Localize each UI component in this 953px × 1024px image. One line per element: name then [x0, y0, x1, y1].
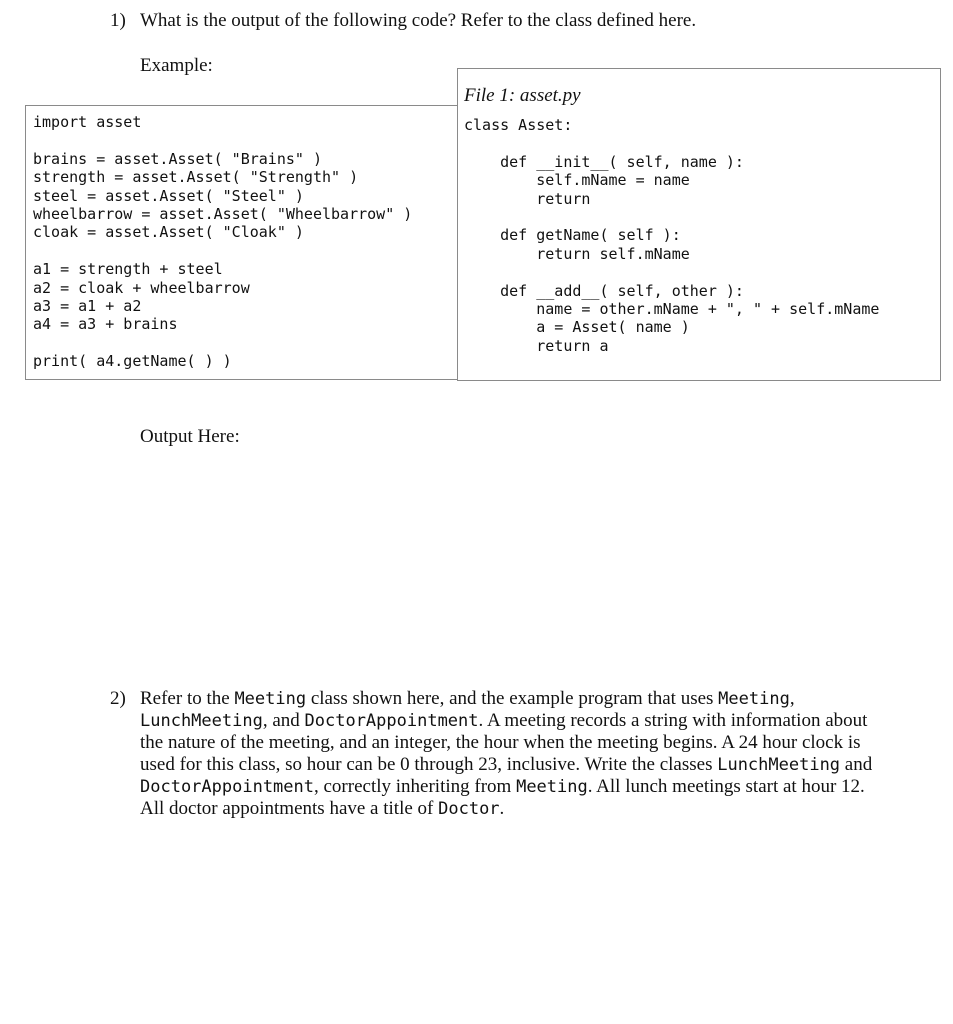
code-line: name = other.mName + ", " + self.mName	[464, 299, 880, 318]
q2-code: Meeting	[516, 777, 588, 797]
file-title: File 1: asset.py	[464, 85, 581, 106]
code-line	[464, 208, 879, 226]
code-line	[33, 131, 412, 149]
q2-code: DoctorAppointment	[304, 711, 479, 731]
code-line: return a	[464, 336, 609, 355]
question-2-text	[140, 688, 880, 820]
code-line: a2 = cloak + wheelbarrow	[33, 278, 250, 297]
code-line: def __add__( self, other ):	[464, 281, 744, 300]
q2-text: . A meeting records a string with information about the nature of the meeting, and an integer, the hour when the meeting begins. A 24 hour clock is used for this class, so hour can be 0 through 23, inclusive. Write the classes	[140, 710, 868, 775]
code-line: def getName( self ):	[464, 226, 681, 245]
question-2-number: 2)	[110, 688, 126, 709]
code-line: strength = asset.Asset( "Strength" )	[33, 168, 359, 187]
q2-code: DoctorAppointment	[140, 777, 314, 797]
question-1-text: What is the output of the following code? Refer to the class defined here.	[140, 10, 697, 31]
program-code	[33, 113, 412, 370]
example-label: Example:	[140, 55, 213, 76]
q2-code: LunchMeeting	[140, 711, 263, 731]
code-line: steel = asset.Asset( "Steel" )	[33, 186, 304, 205]
code-line: return	[464, 189, 591, 208]
code-line	[33, 334, 412, 352]
program-code-box	[25, 105, 458, 380]
q2-code: Meeting	[718, 689, 790, 709]
code-line	[464, 134, 879, 152]
code-line: import asset	[33, 113, 142, 131]
output-label: Output Here:	[140, 426, 240, 447]
code-line: self.mName = name	[464, 171, 690, 190]
q2-code: Meeting	[234, 689, 307, 709]
code-line: print( a4.getName( ) )	[33, 352, 232, 371]
code-line	[33, 242, 412, 260]
q2-text: class shown here, and the example program that uses	[306, 688, 719, 709]
q2-text: Refer to the	[140, 688, 235, 709]
code-line: brains = asset.Asset( "Brains" )	[33, 149, 322, 168]
code-line: a1 = strength + steel	[33, 260, 223, 279]
class-definition-box	[457, 68, 941, 381]
q2-text: , and	[262, 710, 305, 731]
q2-text: .	[499, 798, 505, 819]
code-line: wheelbarrow = asset.Asset( "Wheelbarrow" )	[33, 204, 413, 223]
code-line: class Asset:	[464, 116, 573, 134]
question-1-number: 1)	[110, 10, 126, 31]
class-code	[464, 116, 879, 355]
code-line	[464, 263, 879, 281]
code-line: a4 = a3 + brains	[33, 315, 178, 334]
code-line: def __init__( self, name ):	[464, 152, 744, 171]
code-line: return self.mName	[464, 244, 690, 263]
code-line: a3 = a1 + a2	[33, 296, 142, 315]
q2-text: , correctly inheriting from	[314, 776, 517, 797]
q2-code: Doctor	[438, 799, 500, 819]
q2-text: ,	[789, 688, 795, 709]
q2-code: LunchMeeting	[717, 755, 841, 775]
code-line: a = Asset( name )	[464, 318, 690, 337]
q2-text: and	[840, 754, 873, 775]
q2-text: . All lunch meetings start at hour 12. All doctor appointments have a title of	[140, 776, 865, 819]
code-line: cloak = asset.Asset( "Cloak" )	[33, 223, 304, 242]
